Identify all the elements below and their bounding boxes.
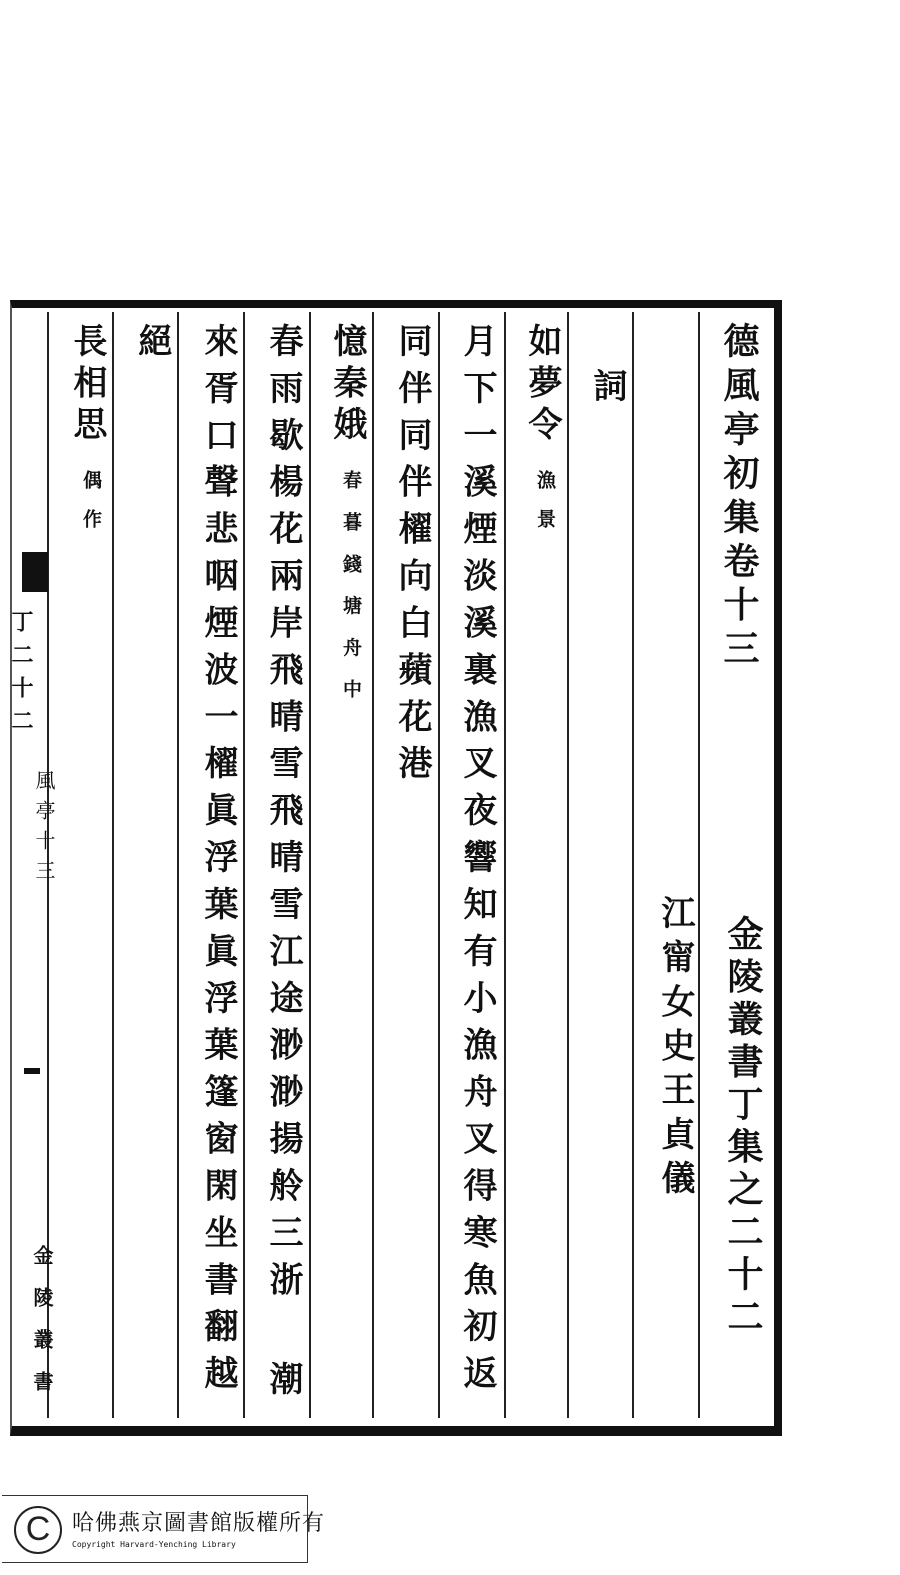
poem-line: 來胥口聲悲咽煙波一櫂眞浮葉眞浮葉篷窗閑坐書翻越: [198, 323, 238, 1403]
column-rule: [112, 312, 114, 1418]
tune-title: 憶秦娥: [327, 323, 367, 448]
poem-line: 同伴同伴櫂向白蘋花港: [392, 323, 432, 793]
column-rule: [504, 312, 506, 1418]
column-rule: [438, 312, 440, 1418]
copyright-english: Copyright Harvard-Yenching Library: [72, 1540, 236, 1549]
tune-title: 如夢令: [522, 323, 562, 448]
column-rule: [567, 312, 569, 1418]
author-line: 江甯女史王貞儀: [655, 895, 695, 1205]
column-rule: [698, 312, 700, 1418]
copyright-stamp: [2, 1495, 326, 1563]
column-rule: [177, 312, 179, 1418]
copyright-icon: C: [14, 1506, 62, 1554]
margin-short-title: 風亭十三: [32, 770, 56, 890]
tune-subtitle: 春暮錢塘舟中: [340, 470, 362, 721]
column-rule: [309, 312, 311, 1418]
column-rule: [372, 312, 374, 1418]
tune-title: 長相思: [67, 323, 107, 448]
fold-mark: [24, 1068, 40, 1074]
tune-subtitle: 偶作: [80, 470, 102, 548]
fold-mark: [22, 552, 48, 592]
poem-line: 月下一溪煙淡溪裏漁叉夜響知有小漁舟叉得寒魚初返: [457, 323, 497, 1403]
copyright-chinese: 哈佛燕京圖書館版權所有: [72, 1511, 326, 1536]
column-rule: [243, 312, 245, 1418]
section-heading: 詞: [587, 368, 627, 410]
margin-series: 金陵叢書: [30, 1245, 54, 1413]
poem-line: 絕: [132, 323, 172, 365]
column-rule: [632, 312, 634, 1418]
book-title: 德風亭初集卷十三: [718, 322, 760, 674]
margin-page-number: 丁二十二: [8, 610, 34, 742]
series-title: 金陵叢書丁集之二十二: [722, 915, 764, 1340]
poem-line: 春雨歇楊花兩岸飛晴雪飛晴雪江途渺渺揚舲三浙 潮: [263, 323, 303, 1409]
tune-subtitle: 漁景: [534, 470, 556, 548]
